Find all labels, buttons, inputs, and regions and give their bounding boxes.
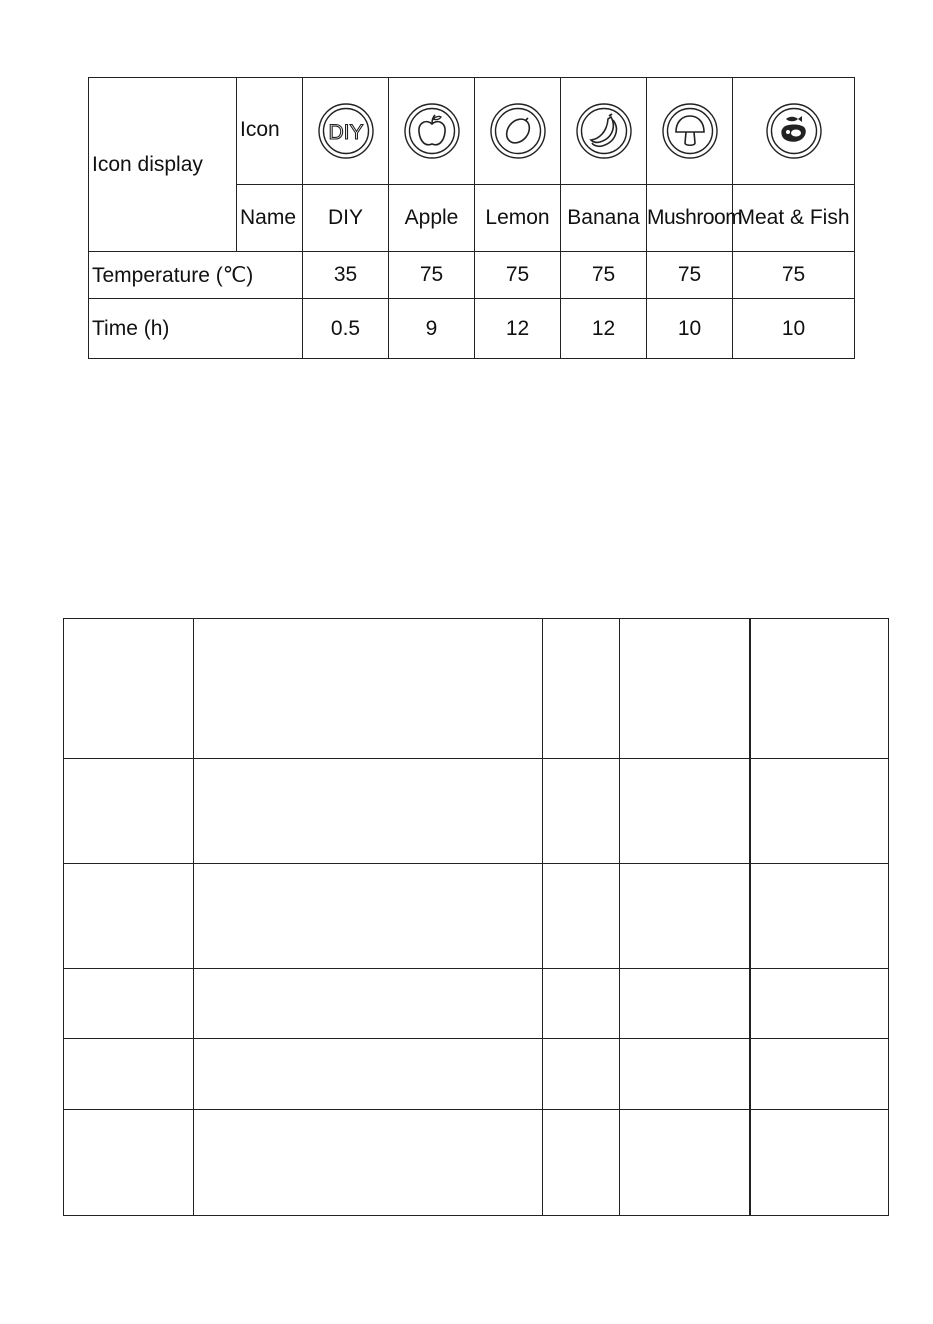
meat-fish-icon-cell xyxy=(733,78,855,185)
program-name: Apple xyxy=(389,185,475,252)
diy-icon xyxy=(317,102,375,160)
empty-cell xyxy=(543,864,620,969)
empty-cell xyxy=(750,619,889,759)
time-value: 10 xyxy=(647,299,733,359)
icon-display-label: Icon display xyxy=(89,78,237,252)
time-value: 12 xyxy=(475,299,561,359)
program-name: Lemon xyxy=(475,185,561,252)
empty-cell xyxy=(620,619,750,759)
program-name: DIY xyxy=(303,185,389,252)
empty-cell xyxy=(620,864,750,969)
empty-cell xyxy=(750,969,889,1039)
program-name: Mushroom xyxy=(647,185,733,252)
empty-cell xyxy=(750,759,889,864)
program-name: Meat & Fish xyxy=(733,185,855,252)
lemon-icon xyxy=(489,102,547,160)
empty-cell xyxy=(620,969,750,1039)
meat-fish-icon xyxy=(765,102,823,160)
programs-table xyxy=(88,77,855,359)
time-label: Time (h) xyxy=(89,299,303,359)
banana-icon xyxy=(575,102,633,160)
temperature-value: 75 xyxy=(733,252,855,299)
apple-icon-cell xyxy=(389,78,475,185)
time-value: 10 xyxy=(733,299,855,359)
empty-cell xyxy=(750,1039,889,1110)
temperature-label: Temperature (℃) xyxy=(89,252,303,299)
empty-cell xyxy=(620,1110,750,1216)
empty-cell xyxy=(64,969,194,1039)
time-row xyxy=(89,299,855,359)
temperature-value: 75 xyxy=(389,252,475,299)
empty-cell xyxy=(194,759,543,864)
empty-cell xyxy=(194,1110,543,1216)
empty-cell xyxy=(194,864,543,969)
temperature-value: 75 xyxy=(647,252,733,299)
empty-grid-row xyxy=(64,759,889,864)
empty-grid-table xyxy=(63,618,889,1216)
empty-cell xyxy=(620,1039,750,1110)
time-value: 9 xyxy=(389,299,475,359)
empty-grid-row xyxy=(64,1039,889,1110)
empty-grid-row xyxy=(64,969,889,1039)
time-value: 0.5 xyxy=(303,299,389,359)
empty-cell xyxy=(543,759,620,864)
diy-icon-cell xyxy=(303,78,389,185)
temperature-value: 75 xyxy=(475,252,561,299)
temperature-value: 75 xyxy=(561,252,647,299)
temperature-value: 35 xyxy=(303,252,389,299)
time-value: 12 xyxy=(561,299,647,359)
empty-grid-row xyxy=(64,1110,889,1216)
empty-cell xyxy=(543,969,620,1039)
banana-icon-cell xyxy=(561,78,647,185)
diy-icon-text: DIY xyxy=(327,121,364,144)
temperature-row xyxy=(89,252,855,299)
mushroom-icon-cell xyxy=(647,78,733,185)
empty-grid-row xyxy=(64,619,889,759)
empty-cell xyxy=(194,969,543,1039)
apple-icon xyxy=(403,102,461,160)
empty-cell xyxy=(750,1110,889,1216)
empty-cell xyxy=(543,1110,620,1216)
empty-cell xyxy=(64,1039,194,1110)
program-name: Banana xyxy=(561,185,647,252)
empty-cell xyxy=(620,759,750,864)
empty-cell xyxy=(543,619,620,759)
empty-cell xyxy=(64,1110,194,1216)
lemon-icon-cell xyxy=(475,78,561,185)
empty-cell xyxy=(64,619,194,759)
empty-cell xyxy=(194,619,543,759)
empty-cell xyxy=(64,759,194,864)
icon-row xyxy=(89,78,855,185)
empty-cell xyxy=(194,1039,543,1110)
icon-row-label: Icon xyxy=(237,78,303,185)
empty-grid-row xyxy=(64,864,889,969)
empty-cell xyxy=(750,864,889,969)
empty-cell xyxy=(64,864,194,969)
empty-cell xyxy=(543,1039,620,1110)
name-row-label: Name xyxy=(237,185,303,252)
mushroom-icon xyxy=(661,102,719,160)
